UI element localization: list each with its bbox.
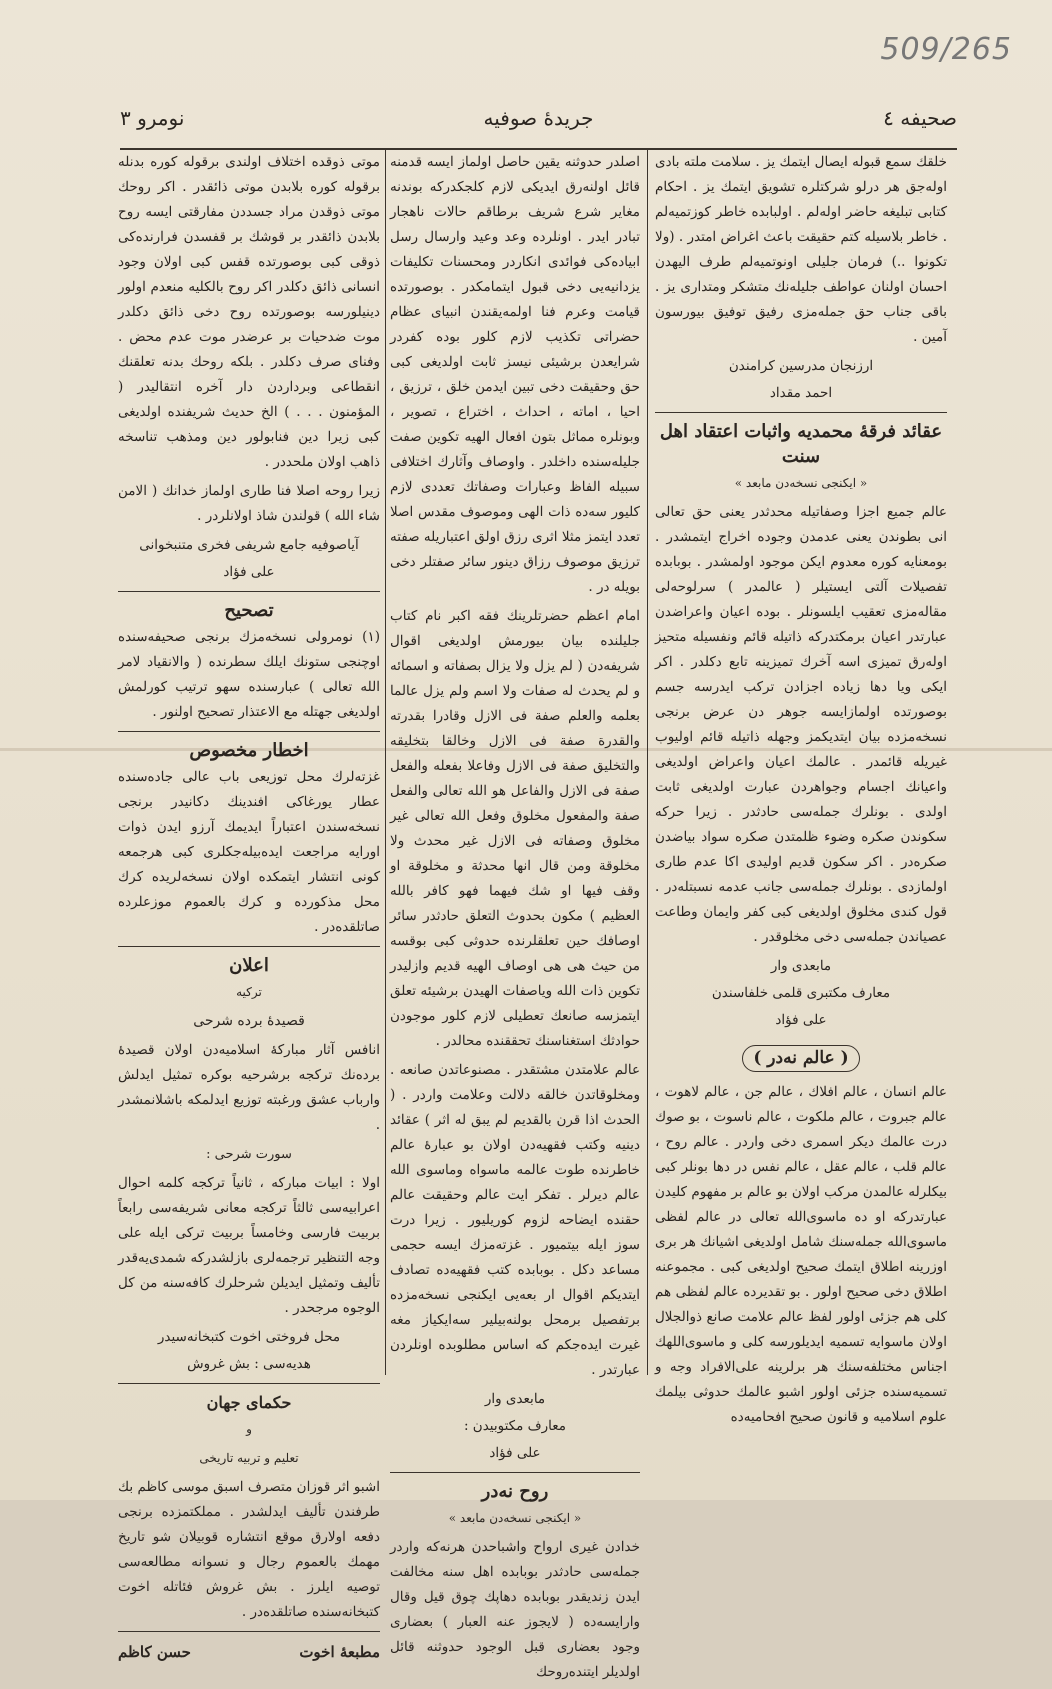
section-divider (118, 946, 380, 947)
continued-note: مابعدی وار (484, 1391, 546, 1407)
advert-place: محل فروختی اخوت کتبخانه‌سیدر (157, 1329, 341, 1345)
article-subtitle: « ایکنجی نسخه‌دن مابعد » (734, 476, 868, 490)
page-header (120, 100, 957, 150)
column-left (118, 150, 380, 1665)
correction-paragraph: (١) نومرولی نسخه‌مزك برنجی صحیفه‌سنده اوچنجی ستونك ایلك سطرنده ( والانقیاد لامر الله تعالی ) عبارسنده سهو ترتیب کورلمش اولدیغی جهتله مع الاعتذار تصحیح اولنور . (118, 629, 380, 720)
column-rule (647, 150, 648, 1375)
advert2-and: و (246, 1422, 252, 1436)
article-title: روح نه‌در (481, 1481, 549, 1502)
column-rule (385, 150, 386, 1375)
section-divider (118, 1631, 380, 1632)
article-paragraph: امام اعظم حضرتلرینك فقه اکبر نام کتاب جلیلنده بیان بیورمش اولدیغی اقوال شریفه‌دن ( لم یزل ولا یزال بصفاته و اسمائه و لم یحدث له صفات ولا اسم ولم یزل عالما بعلمه والعلم صفة فی الازل وقادرا بقدرته والقدرة صفة فی الازل وخالقا بتخلیقه والتخلیق صفة فی الازل وفاعلا بفعله والفعل صفة فی الازل والفاعل هو الله تعالی والفعل صفة والمفعول مخلوق وفعل الله تعالی غیر مخلوق وصفاته فی الازل غیر محدث ولا مخلوقة ومن قال انها محدثة و مخلوقة او وقف فیها او شك فیهما فهو کافر بالله العظیم ) مکون بحدوث التعلق حادثدر سائر اوصافك حین تعلقلرنده حدوثی کبی بوقسه من حیث هی هی اوصاف الهیه قدیم وازلیدر تکوین ذات الله ویاصفات الهیدن برشیئه تعلق ایتمزسه صانعك تعطیلی لازم کلور موجودن حوادثك استغناسنك تحققنده محالدر . (390, 608, 640, 1049)
article-title: عقائد فرقۀ محمدیه واثبات اعتقاد اهل سنت (659, 421, 943, 467)
section-divider (118, 1383, 380, 1384)
article-paragraph: عالم جمیع اجزا وصفاتیله محدثدر یعنی حق تعالی انی بطوندن یعنی عدمدن وجوده اخراج ایتمشدر . بومعنایه کوره معدوم ایکن موجود اولمشدر . بوبابده تفصیلات آلتی ایستیلر ( عالمدر ) سرلوحه‌لی مقاله‌مزی تعقیب ایلسونلر . بوده اعیان واعراضدن عبارتدر اعیان برمکتدرکه ذاتیله قائم ونفسیله متحیز اوله‌رق تمیزی اسه آخرك تمیزینه تابع دکلدر . اکر ایکی ویا دها زیاده اجزادن ترکب ایدرسه جسم بوصورتده اولمازایسه جوهر دن عرض برنجی نسخه‌مزده بیان ایتدیکمز وجهله ذاتیله قائم اولیوب غیریله قائمدر . عالمك اعیان واعراض اولدیغی واعیانك اجسام وجواهردن عبارت اولدیغی ثابت اولدی . بونلرك جمله‌سی حادثدر . زیرا حرکه سکوندن صکره وضوء ظلمتدن صکره سواد بیاضدن صکره‌در . اکر سکون قدیم اولیدی اکا عدم طاری اولمازدی . بونلرك جمله‌سی جانب عدمه نسبتله‌در . قول کندی مخلوق اولدیغی کبی کفر وایمان وطاعت عصیاندن جمله‌سی دخی مخلوقدر . (655, 504, 947, 945)
article-paragraph: عالم علامتدن مشتقدر . مصنوعاتدن صانعه . ومخلوقاتدن خالقه دلالت وعلامت واردر . ( الحدث اذا قرن بالقدیم لم یبق له اثر ) عقائد دینیه وکتب فقهیه‌دن اولان بو عبارهٔ عالم خاطرنده طوت عالمه ماسواه وماسوی الله عالم دیرلر . تفکر ایت عالم وحقیقت عالم حقنده ایضاحه لزوم کوریلیور . زیرا درت سوز ایله بیتمیور . غزته‌مزك ایسه حجمی مساعد دکل . بوبابده کتب فقهیه‌ده تصادف ایتدیکم اقوال ار بعه‌یی ایکنجی نسخه‌مزده برتفصیل برمحل بولنه‌بیلیر سه‌ایکیاز مغه غیرت ایده‌جکم که اساس مطلوبده اونلردن عبارتدر . (390, 1062, 640, 1378)
continued-note: مابعدی وار (770, 958, 832, 974)
printer-name: مطبعۀ اخوت (299, 1643, 380, 1661)
intro-paragraph: خلقك سمع قبوله ایصال ایتمك یز . سلامت ملته بادی اوله‌جق هر درلو شرکتلره تشویق ایتمك یز . احکام کتابی تبلیغه حاضر اوله‌لم . اولبابده خاطر کوزتمیه‌لم . خاطر بلاسیله کتم حقیقت باعث اغراض امتدر . (ولا تکونوا ..) فرمان جلیلی اونوتمیه‌لم طرف الیهدن احسان اولنان عواطف جلیله‌نك متشکر ومتداری یز . باقی جناب حق جمله‌مزی رفیق توفیق بیورسون آمین . (655, 154, 947, 345)
column-middle (390, 150, 640, 1689)
issue-number: نومرو ٣ (120, 106, 185, 130)
advert2-paragraph: اشبو اثر قوزان متصرف اسبق موسی کاظم بك طرفندن تألیف ایدلشدر . مملکتمزده برنجی دفعه اولارق موقع انتشاره قوبیلان شو تاریخ مهمك بالعموم رجال و نسوانه مطالعه‌سی توصیه ایلرز . بش غروش فئاتله اخوت کتبخانه‌سنده صاتلقده‌در . (118, 1479, 380, 1620)
signature-name: علی فؤاد (489, 1445, 541, 1461)
correction-title: تصحیح (224, 600, 274, 621)
signature-line: آیاصوفیه جامع شریفی فخری متنبخوانی (139, 537, 359, 553)
advert-subtitle: ترکیه (236, 985, 262, 999)
section-divider (390, 1472, 640, 1473)
notice-title: اخطار مخصوص (189, 740, 309, 761)
advert2-subtitle: تعلیم و تربیه تاریخی (199, 1451, 299, 1465)
archive-pencil-mark: 509/265 (880, 32, 1012, 67)
column-right (655, 150, 947, 1434)
section-divider (118, 731, 380, 732)
signature-name: علی فؤاد (223, 564, 275, 580)
page-number-label: صحیفه ٤ (883, 106, 957, 130)
boxed-title: ( عالم نه‌در ) (742, 1045, 859, 1072)
signature-line: معارف مکتبری قلمی خلفاسندن (711, 985, 891, 1001)
notice-paragraph: غزته‌لرك محل توزیعی باب عالی جاده‌سنده عطار یورغاکی افندینك دکانیدر برنجی نسخه‌سندن اعتباراً ایدیمك آرزو ایدن ذوات اورایه مراجعت ایده‌بیله‌جکلری کبی هرجمعه کونی انتشار ایتمکده اولان نسخه‌لریده کرك محل مذکورده و کرك بالعموم موزعلرده صاتلقده‌در . (118, 769, 380, 935)
signature-line: ارزنجان مدرسین کرامندن (728, 358, 874, 374)
advert-paragraph: اولا : ابیات مبارکه ، ثانیاً ترکجه کلمه احوال اعرابیه‌سی ثالثاً ترکجه معانی شریفه‌سی رابعاً بربیت فارسی وخامساً بربیت ترکی ایله علی وجه التنظیر ترجمه‌لری بازلشدرکه شمدی‌یه‌قدر تألیف وتمثیل ایدیلن شرحلرك کافه‌سنه من کل الوجوه مرجحدر . (118, 1175, 380, 1316)
newspaper-title: جریدۀ صوفیه (483, 106, 594, 130)
editor-name: حسن کاظم (118, 1643, 191, 1661)
article-subtitle: « ایکنجی نسخه‌دن مابعد » (448, 1511, 582, 1525)
advert2-title: حکمای جهان (206, 1393, 292, 1412)
article-paragraph: خدادن غیری ارواح واشباحدن هرنه‌که واردر جمله‌سی حادثدر بوبابده اهل سنه مخالفت ایدن زندیقدر بوبابده دهاپك چوق قیل وقال وارایسه‌ده ( لایجوز عنه العبار ) بعضاری وجود بعضاری قبل الوجود حدوثنه قائل اولدیلر ایتنده‌روحك (390, 1539, 640, 1680)
article-paragraph: موتی ذوقده اختلاف اولندی برقوله کوره بدنله برقوله کوره بلابدن موتی ذائقدر . اکر روحك موتی ذوقدن مراد جسددن مفارقتی ایسه روح بلابدن ذائقدر بر قوشك بر قفسدن فرارنده‌کی ذوقی کبی بوصورتده قفس کبی اولان وجود انسانی ذائق دکلدر اکر روح بالکلیه منعدم اولور دینیلورسه بوصورتده روح دخی ذائق دکلدر موت ضدحیات بر عرضدر موت عدم محض . وفنای صرف دکلدر . بلکه روحك بدنه تعلقنك انقطاعی وبرداردن دار آخره انتقالیدر ( المؤمنون . . . ) الخ حدیث شریفنده اولدیغی کبی زیرا دین فنابولور دین ومذهب تناسخه ذاهب اولان ملحددر . (118, 154, 380, 470)
advert-paragraph: انافس آثار مبارکۀ اسلامیه‌دن اولان قصیدۀ برده‌نك ترکجه برشرحیه بوکره تمثیل ایدلش وارباب عشق ورغبته توزیع ایدلمکه باشلانمشدر . (118, 1042, 380, 1133)
imprint-row (118, 1640, 380, 1665)
signature-name: احمد مقداد (769, 385, 833, 401)
article-paragraph: عالم انسان ، عالم افلاك ، عالم جن ، عالم لاهوت ، عالم جبروت ، عالم ملکوت ، عالم ناسوت ، بو صوك درت عالمك دیکر اسمری دخی واردر . عالم روح ، عالم قلب ، عالم عقل ، عالم نفس در دها بونلر کبی بیکلرله عالمدن مرکب اولان بو عالم بر مفهوم کلیدن عبارتدرکه او ده ماسوی‌الله تعالی در عالم لفظی ماسوی‌الله جمله‌سنك شامل اولدیغی اشیانك هر بری اوزرینه اطلاق ایتمك صحیح اولدیغی کبی . مجموعنه اطلاق دخی صحیح اولور . بو تقدیرده عالم لفظی هم کلی هم جزئی اولور لفظ عالم علامت صانع ذوالجلال اولان ماسوایه تسمیه ایدیلورسه کلی و ماسوی‌اللهك اجناس مختلفه‌سنك هر برلرینه علی‌الافراد وجه و تسمیه‌سنده جزئی اولور اشبو عالمك حدوثی بیلمك علوم اسلامیه و قانون صحیح افحامیه‌ده (655, 1084, 947, 1425)
article-paragraph: اصلدر حدوثنه یقین حاصل اولماز ایسه قدمنه قائل اولنه‌رق ایدیکی لازم کلجکدرکه بوندنه مغایر شرع شریف برطاقم حالات ناهجار تبادر ایدر . اونلرده وعد وعید وارسال رسل ابیاده‌کی فوائدی انکاردر ومحسنات تکلیفات یزدانیه‌یی دخی قبول ایتمامکدر . بوصورتده قیامت وعرم فنا اولمه‌یقندن انبیای عظام حضراتی تکذیب لازم کلور بوده کفردر شرایعدن برشیئی نیسز ثابت اولدیغی کبی حق وحقیقت دخی تبین ایدمن خلق ، ترزیق ، احیا ، اماته ، احداث ، اختراع ، تصویر ، وبونلره مماثل بتون افعال الهیه تکوین صفت جلیله‌سنده داخلدر . واوصاف وآثارك اختلافی سبیله الفاظ وعبارات وصفاتك تعددی لازم کلیور سه‌ده ذات الهی وموصوف مقدس اصلا تعدد ایتمز مثلا اثری رزق اولق اعتباریله صفته ترزیق موصوف رزاق دینور سائر صفتلر دخی بویله در . (390, 154, 640, 595)
signature-line: معارف مکتوبیدن : (463, 1418, 567, 1434)
advert-title: اعلان (229, 955, 269, 976)
advert-points-title: سورت شرحی : (206, 1147, 292, 1162)
section-divider (118, 591, 380, 592)
boxed-title-wrap (655, 1039, 947, 1074)
section-divider (655, 412, 947, 413)
advert-book-title: قصیدۀ برده شرحی (193, 1013, 305, 1029)
advert-price: هدیه‌سی : بش غروش (187, 1356, 311, 1372)
signature-name: علی فؤاد (775, 1012, 827, 1028)
article-paragraph: زیرا روحه اصلا فنا طاری اولماز خدانك ( الامن شاء الله ) قولندن شاذ اولانلردر . (118, 483, 380, 524)
